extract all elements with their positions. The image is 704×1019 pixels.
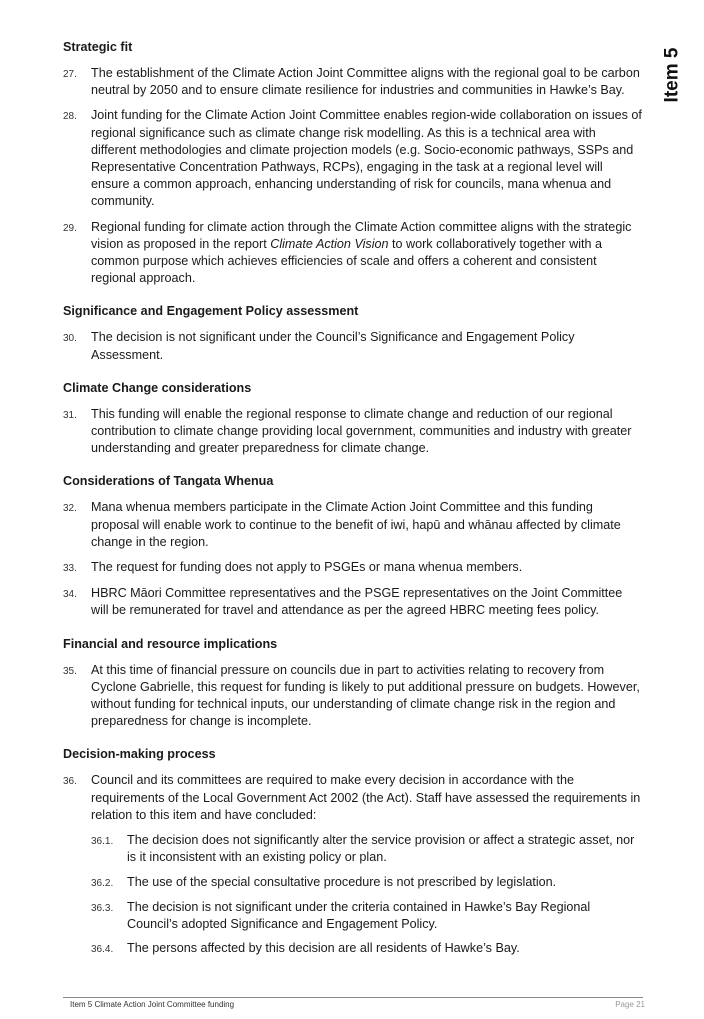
- paragraph-28: [63, 107, 643, 210]
- paragraph-number: 34.: [63, 589, 77, 601]
- paragraph-text: HBRC Māori Committee representatives and the PSGE representatives on the Joint Committee will be remunerated for travel and attendance as per the agreed HBRC meeting fees policy.: [91, 586, 623, 618]
- paragraph-text: Council and its committees are required to make every decision in accordance with the requirements of the Local Government Act 2002 (the Act). Staff have assessed the requirements in relation to this item and have concluded:: [91, 773, 641, 822]
- paragraph-number: 33.: [63, 563, 77, 575]
- paragraph-number: 27.: [63, 69, 77, 80]
- text-run: to work collaboratively together with a common purpose which achieves efficiencies of scale and offers a coherent and consistent regional approach.: [91, 236, 603, 286]
- paragraph-number: 28.: [63, 111, 77, 123]
- subparagraph-text: The persons affected by this decision are all residents of Hawke’s Bay.: [127, 941, 520, 956]
- paragraph-32: [63, 499, 643, 551]
- paragraph-number: 31.: [63, 409, 77, 421]
- subparagraph-number: 36.2.: [91, 877, 114, 889]
- heading-strategic-fit: Strategic fit: [63, 40, 133, 54]
- paragraph-34: [63, 585, 643, 619]
- subparagraph-number: 36.1.: [91, 836, 114, 848]
- paragraph-30: [63, 329, 643, 363]
- paragraph-text: [91, 219, 643, 288]
- paragraph-text: Joint funding for the Climate Action Joint Committee enables region-wide collaboration on issues of regional significance such as climate change risk modelling. As this is a technical area with different methodologies and climate projection models (e.g. Socio-economic pathways, SSPs and Representative Concentration Pathways, RCPs), engaging in the task at a regional level will ensure a common approach, enhancing understanding of risk for councils, mana whenua and community.: [91, 108, 642, 209]
- subparagraph-number: 36.4.: [91, 944, 114, 956]
- paragraph-35: [63, 662, 643, 731]
- heading-climate-change: Climate Change considerations: [63, 380, 252, 395]
- heading-significance: Significance and Engagement Policy assessment: [63, 304, 359, 319]
- heading-decision-making: Decision-making process: [63, 747, 216, 762]
- subparagraph-text: The decision is not significant under the criteria contained in Hawke’s Bay Regional Council’s adopted Significance and Engagement Policy.: [127, 899, 591, 931]
- subparagraph-number: 36.3.: [91, 902, 114, 914]
- paragraph-36: [63, 772, 643, 824]
- heading-tangata-whenua: Considerations of Tangata Whenua: [63, 474, 274, 489]
- subparagraph-text: The use of the special consultative procedure is not prescribed by legislation.: [127, 874, 557, 889]
- subparagraph-36-4: [91, 940, 643, 958]
- paragraph-number: 30.: [63, 333, 77, 345]
- paragraph-text: Mana whenua members participate in the Climate Action Joint Committee and this funding proposal will enable work to continue to the benefit of iwi, hapū and whānau affected by climate change in the region.: [91, 500, 621, 549]
- report-title-italic: Climate Action Vision: [270, 236, 389, 251]
- footer-page-number: Page 21: [615, 1000, 645, 1009]
- footer-divider: [63, 997, 643, 998]
- text-run: Regional funding for climate action through the Climate Action committee aligns with the strategic vision as proposed in the report: [91, 219, 632, 251]
- paragraph-33: [63, 559, 643, 577]
- paragraph-number: 29.: [63, 222, 77, 234]
- paragraph-text: At this time of financial pressure on councils due in part to activities relating to recovery from Cyclone Gabrielle, this request for funding is likely to put additional pressure on budgets. However, without funding for technical inputs, our understanding of climate change risk in the region and preparedness for change is incomplete.: [91, 662, 640, 729]
- paragraph-number: 35.: [63, 665, 77, 677]
- subparagraph-36-1: [91, 832, 643, 866]
- item-side-tab: [652, 44, 692, 106]
- paragraph-text: The request for funding does not apply to PSGEs or mana whenua members.: [91, 560, 523, 575]
- paragraph-27: [63, 65, 643, 99]
- subparagraph-text: The decision does not significantly alter the service provision or affect a strategic asset, nor is it inconsistent with an existing policy or plan.: [127, 833, 635, 865]
- item-tab-label: Item 5: [661, 47, 683, 103]
- subparagraph-36-2: [91, 874, 643, 892]
- document-body: [63, 39, 643, 965]
- paragraph-31: [63, 406, 643, 458]
- subparagraph-36-3: [91, 899, 643, 933]
- paragraph-29: [63, 219, 643, 288]
- footer-item-title: Item 5 Climate Action Joint Committee funding: [70, 1000, 235, 1009]
- paragraph-text: The decision is not significant under the Council’s Significance and Engagement Policy Assessment.: [91, 330, 575, 362]
- paragraph-text: This funding will enable the regional response to climate change and reduction of our regional contribution to climate change providing local government, communities and industry with greater understanding and greater preparedness for climate change.: [91, 406, 632, 456]
- paragraph-number: 32.: [63, 503, 77, 515]
- paragraph-number: 36.: [63, 776, 77, 788]
- paragraph-text: The establishment of the Climate Action Joint Committee aligns with the regional goal to be carbon neutral by 2050 and to ensure climate resilience for industries and communities in Hawke’s Bay.: [91, 66, 640, 98]
- heading-financial: Financial and resource implications: [63, 636, 278, 651]
